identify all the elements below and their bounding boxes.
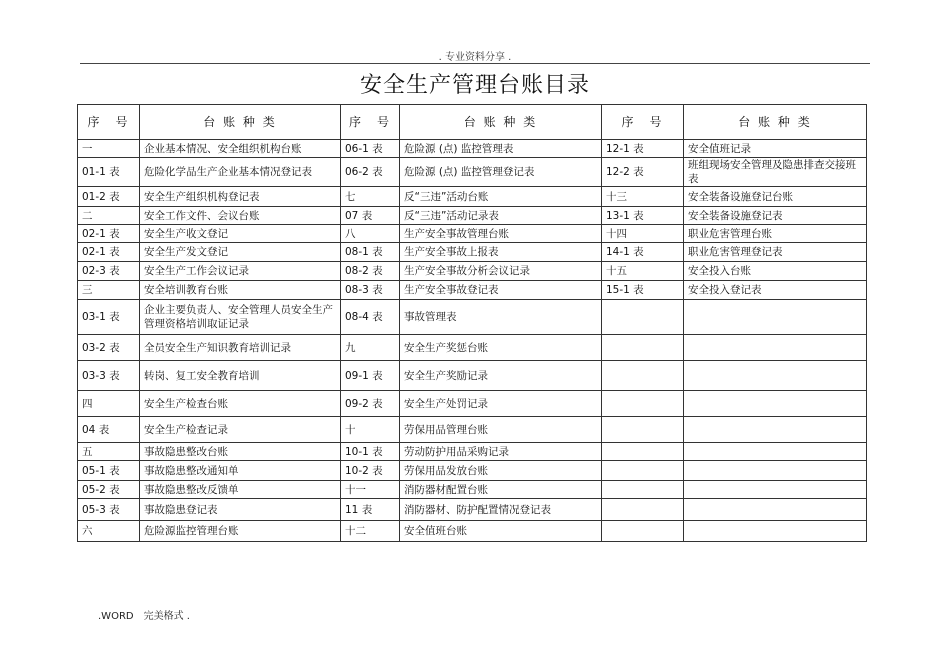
item-code: 06-2 表 [341, 158, 400, 187]
table-row [78, 225, 867, 243]
item-name: 安全生产收文登记 [140, 225, 341, 243]
item-name: 安全装备设施登记台账 [684, 187, 867, 207]
item-code [602, 461, 684, 481]
item-code: 14-1 表 [602, 243, 684, 262]
table-header-row [78, 105, 867, 140]
item-code: 13-1 表 [602, 207, 684, 225]
table-row [78, 140, 867, 158]
item-name: 安全生产工作会议记录 [140, 262, 341, 281]
item-name: 消防器材、防护配置情况登记表 [400, 499, 602, 521]
column-header: 台 账 种 类 [140, 105, 341, 140]
item-code: 05-3 表 [78, 499, 140, 521]
item-name: 安全投入登记表 [684, 281, 867, 300]
column-header: 台 账 种 类 [684, 105, 867, 140]
item-code [602, 361, 684, 391]
item-code: 08-3 表 [341, 281, 400, 300]
item-name: 转岗、复工安全教育培训 [140, 361, 341, 391]
item-name: 反“三违”活动记录表 [400, 207, 602, 225]
item-name: 事故管理表 [400, 300, 602, 335]
item-name: 安全值班记录 [684, 140, 867, 158]
item-name: 事故隐患整改反馈单 [140, 481, 341, 499]
header-rule [80, 63, 870, 64]
item-name [684, 499, 867, 521]
item-code: 10-1 表 [341, 443, 400, 461]
item-name: 安全生产检查记录 [140, 417, 341, 443]
header-note: . 专业资料分享 . [438, 52, 512, 63]
item-code: 八 [341, 225, 400, 243]
item-code [602, 335, 684, 361]
item-code: 15-1 表 [602, 281, 684, 300]
item-code: 04 表 [78, 417, 140, 443]
item-name: 班组现场安全管理及隐患排查交接班表 [684, 158, 867, 187]
table-row [78, 443, 867, 461]
table-row [78, 158, 867, 187]
table-row [78, 391, 867, 417]
item-code: 08-4 表 [341, 300, 400, 335]
item-name: 劳动防护用品采购记录 [400, 443, 602, 461]
item-name: 企业基本情况、安全组织机构台账 [140, 140, 341, 158]
item-name [684, 443, 867, 461]
item-code: 09-1 表 [341, 361, 400, 391]
item-code: 十一 [341, 481, 400, 499]
column-header: 序 号 [602, 105, 684, 140]
item-code: 06-1 表 [341, 140, 400, 158]
table-row [78, 521, 867, 542]
item-name [684, 461, 867, 481]
column-header: 台 账 种 类 [400, 105, 602, 140]
item-name: 事故隐患登记表 [140, 499, 341, 521]
table-row [78, 281, 867, 300]
item-code: 12-2 表 [602, 158, 684, 187]
item-code: 四 [78, 391, 140, 417]
table-row [78, 262, 867, 281]
item-name: 安全工作文件、会议台账 [140, 207, 341, 225]
item-name: 生产安全事故上报表 [400, 243, 602, 262]
column-header: 序 号 [341, 105, 400, 140]
item-name [684, 361, 867, 391]
item-code: 03-1 表 [78, 300, 140, 335]
item-name: 反“三违”活动台账 [400, 187, 602, 207]
item-code: 05-1 表 [78, 461, 140, 481]
item-name: 安全生产奖惩台账 [400, 335, 602, 361]
table-row [78, 417, 867, 443]
item-name: 危险化学品生产企业基本情况登记表 [140, 158, 341, 187]
item-name: 消防器材配置台账 [400, 481, 602, 499]
item-name [684, 300, 867, 335]
item-name [684, 391, 867, 417]
table-row [78, 300, 867, 335]
item-name: 安全生产发文登记 [140, 243, 341, 262]
ledger-table-body [78, 105, 867, 542]
item-name: 生产安全事故登记表 [400, 281, 602, 300]
table-row [78, 207, 867, 225]
item-name: 安全生产处罚记录 [400, 391, 602, 417]
item-name [684, 417, 867, 443]
item-name: 劳保用品管理台账 [400, 417, 602, 443]
item-code [602, 481, 684, 499]
item-code: 十三 [602, 187, 684, 207]
item-name: 生产安全事故管理台账 [400, 225, 602, 243]
table-row [78, 335, 867, 361]
item-name: 安全投入台账 [684, 262, 867, 281]
item-code: 02-1 表 [78, 225, 140, 243]
item-code [602, 443, 684, 461]
item-code [602, 417, 684, 443]
item-name: 职业危害管理台账 [684, 225, 867, 243]
item-name: 安全装备设施登记表 [684, 207, 867, 225]
item-name: 安全值班台账 [400, 521, 602, 542]
item-code: 三 [78, 281, 140, 300]
item-name: 企业主要负责人、安全管理人员安全生产管理资格培训取证记录 [140, 300, 341, 335]
table-row [78, 361, 867, 391]
item-code: 十二 [341, 521, 400, 542]
table-row [78, 187, 867, 207]
item-code: 02-3 表 [78, 262, 140, 281]
ledger-catalog-table [77, 104, 867, 542]
item-code: 六 [78, 521, 140, 542]
item-code: 02-1 表 [78, 243, 140, 262]
table-row [78, 461, 867, 481]
item-name: 危险源 (点) 监控管理登记表 [400, 158, 602, 187]
item-code: 十四 [602, 225, 684, 243]
item-name: 职业危害管理登记表 [684, 243, 867, 262]
item-code [602, 521, 684, 542]
footer-note: .WORD 完美格式 . [98, 611, 190, 622]
item-code: 08-2 表 [341, 262, 400, 281]
item-code: 07 表 [341, 207, 400, 225]
item-name: 危险源监控管理台账 [140, 521, 341, 542]
item-code: 二 [78, 207, 140, 225]
item-code: 五 [78, 443, 140, 461]
item-code: 03-3 表 [78, 361, 140, 391]
item-code: 05-2 表 [78, 481, 140, 499]
table-row [78, 499, 867, 521]
item-name: 生产安全事故分析会议记录 [400, 262, 602, 281]
item-code [602, 391, 684, 417]
item-code: 12-1 表 [602, 140, 684, 158]
item-code: 08-1 表 [341, 243, 400, 262]
item-code: 03-2 表 [78, 335, 140, 361]
item-code: 09-2 表 [341, 391, 400, 417]
item-code: 一 [78, 140, 140, 158]
item-name: 事故隐患整改台账 [140, 443, 341, 461]
item-code: 十五 [602, 262, 684, 281]
item-name: 安全生产检查台账 [140, 391, 341, 417]
item-name: 劳保用品发放台账 [400, 461, 602, 481]
item-code: 11 表 [341, 499, 400, 521]
table-row [78, 481, 867, 499]
item-name: 安全培训教育台账 [140, 281, 341, 300]
column-header: 序 号 [78, 105, 140, 140]
item-code: 10-2 表 [341, 461, 400, 481]
item-name: 事故隐患整改通知单 [140, 461, 341, 481]
item-name [684, 481, 867, 499]
item-code: 01-1 表 [78, 158, 140, 187]
item-code: 01-2 表 [78, 187, 140, 207]
item-name: 全员安全生产知识教育培训记录 [140, 335, 341, 361]
item-name [684, 335, 867, 361]
item-name: 危险源 (点) 监控管理表 [400, 140, 602, 158]
page-title: 安全生产管理台账目录 [359, 73, 590, 98]
item-name: 安全生产组织机构登记表 [140, 187, 341, 207]
item-code [602, 499, 684, 521]
item-name: 安全生产奖励记录 [400, 361, 602, 391]
item-code: 九 [341, 335, 400, 361]
item-name [684, 521, 867, 542]
item-code: 七 [341, 187, 400, 207]
item-code: 十 [341, 417, 400, 443]
item-code [602, 300, 684, 335]
table-row [78, 243, 867, 262]
